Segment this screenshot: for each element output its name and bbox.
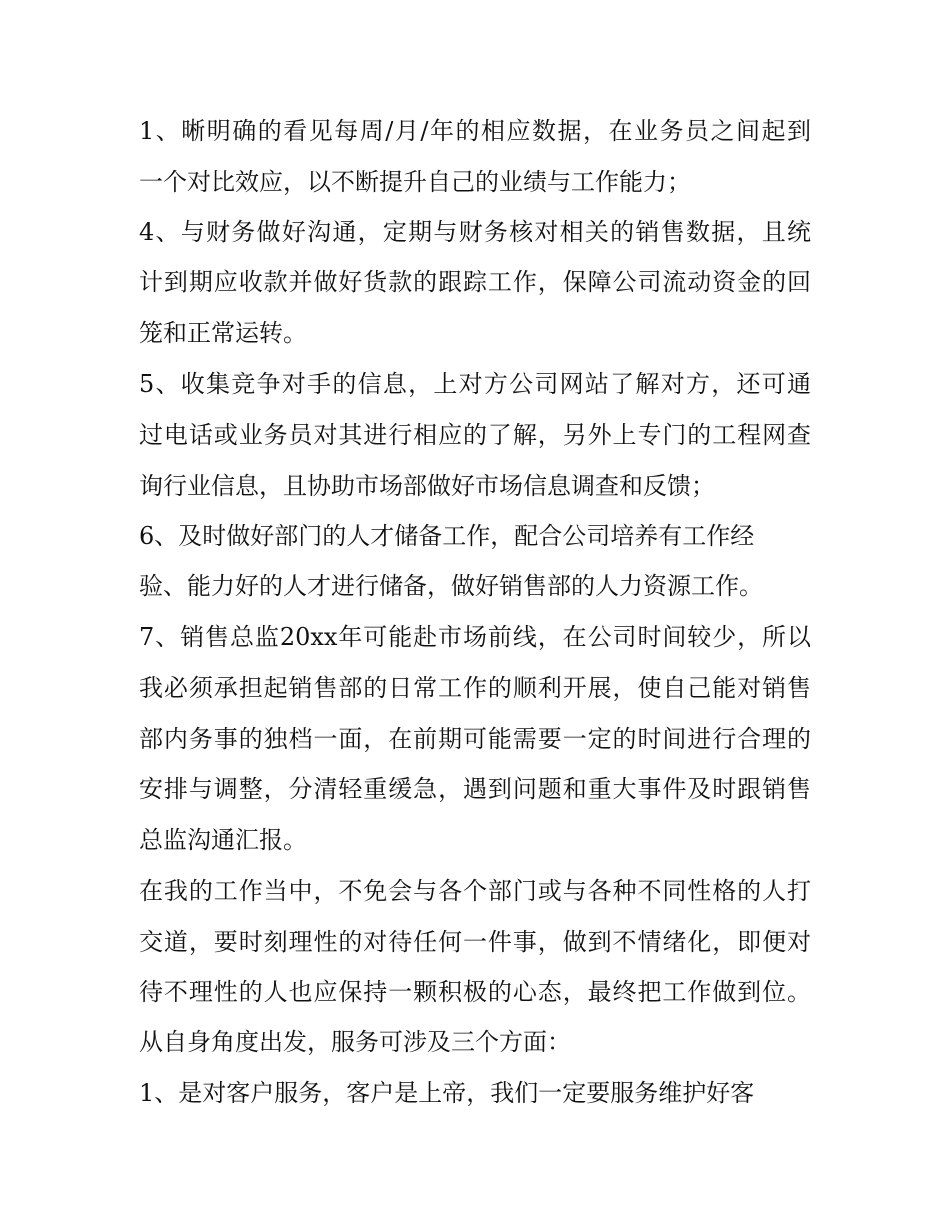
text-line: 1、晰明确的看见每周/月/年的相应数据，在业务员之间起到 — [139, 117, 811, 145]
text-line: 计到期应收款并做好货款的跟踪工作，保障公司流动资金的回 — [139, 268, 811, 296]
text-line: 过电话或业务员对其进行相应的了解，另外上专门的工程网查 — [139, 421, 811, 449]
text-line: 4、与财务做好沟通，定期与财务核对相关的销售数据，且统 — [139, 218, 811, 246]
text-line: 一个对比效应，以不断提升自己的业绩与工作能力； — [139, 168, 691, 196]
text-line: 6、及时做好部门的人才储备工作，配合公司培养有工作经 — [139, 522, 755, 550]
text-line: 安排与调整，分清轻重缓急，遇到问题和重大事件及时跟销售 — [139, 775, 811, 803]
text-line: 笼和正常运转。 — [139, 319, 307, 347]
text-line: 总监沟通汇报。 — [139, 826, 307, 854]
text-line: 验、能力好的人才进行储备，做好销售部的人力资源工作。 — [139, 572, 763, 600]
text-line: 部内务事的独档一面，在前期可能需要一定的时间进行合理的 — [139, 725, 811, 753]
text-line: 在我的工作当中，不免会与各个部门或与各种不同性格的人打 — [139, 877, 811, 905]
text-line: 询行业信息，且协助市场部做好市场信息调查和反馈； — [139, 472, 715, 500]
text-line: 交道，要时刻理性的对待任何一件事，做到不情绪化，即便对 — [139, 928, 811, 956]
text-line: 7、销售总监20xx年可能赴市场前线，在公司时间较少，所以 — [139, 623, 811, 651]
text-line: 1、是对客户服务，客户是上帝，我们一定要服务维护好客 — [139, 1079, 755, 1107]
text-line: 我必须承担起销售部的日常工作的顺利开展，使自己能对销售 — [139, 674, 811, 702]
text-line: 待不理性的人也应保持一颗积极的心态，最终把工作做到位。 — [139, 978, 811, 1006]
text-line: 5、收集竞争对手的信息，上对方公司网站了解对方，还可通 — [139, 370, 811, 398]
text-line: 从自身角度出发，服务可涉及三个方面： — [139, 1028, 571, 1056]
